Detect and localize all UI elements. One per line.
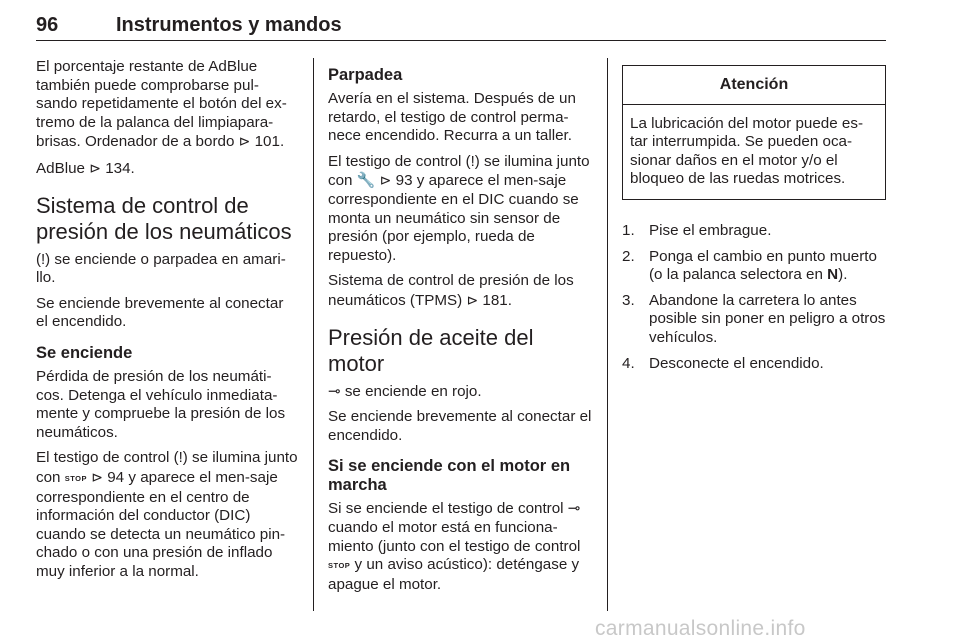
caution-title: Atención	[623, 66, 885, 105]
steps-list	[622, 222, 886, 373]
subsection-heading: Se enciende	[36, 343, 133, 362]
step-text: Desconecte el encendido.	[649, 354, 824, 372]
text: AdBlue	[36, 159, 85, 177]
header-title: Instrumentos y mandos	[116, 14, 342, 36]
arrow-ref-icon: ⊳	[379, 172, 392, 189]
text: cuando el motor está en funciona-miento (junto con el testigo de control	[328, 518, 581, 555]
subsection-heading: Si se enciende con el motor en marcha	[328, 457, 571, 495]
step-number: 4.	[622, 354, 635, 372]
step-number: 1.	[622, 221, 635, 239]
subsection-heading: Parpadea	[328, 66, 403, 84]
text: y un aviso acústico): deténgase y apague el motor.	[328, 556, 580, 593]
text: y aparece el men-saje correspondiente en el centro de información del conductor (DIC) cuando se detecta un neumático pin-chado o con una presión de inflado muy inferior a la normal.	[36, 468, 286, 580]
list-item	[622, 292, 886, 348]
paragraph	[36, 58, 298, 152]
step-text: ).	[838, 266, 848, 284]
page-ref: 181.	[482, 291, 512, 309]
paragraph	[328, 272, 593, 310]
arrow-ref-icon: ⊳	[466, 291, 479, 308]
paragraph	[36, 449, 298, 581]
paragraph: Se enciende brevemente al conectar el encendido.	[36, 294, 284, 331]
text: se ilumina junto con	[328, 152, 590, 190]
paragraph: Pérdida de presión de los neumáti-cos. Detenga el vehículo inmediata-mente y compruebe la presión de los neumáticos.	[36, 367, 286, 441]
oil-can-icon: ⊸	[328, 382, 341, 400]
gear-letter: N	[827, 266, 839, 284]
text: se enciende o parpadea en amari-llo.	[36, 250, 286, 287]
text: y aparece el men-saje correspondiente en el DIC cuando se monta un neumático sin sensor de presión (por ejemplo, rueda de repuesto).	[328, 172, 579, 264]
text: se ilumina junto con	[36, 449, 298, 486]
paragraph: Se enciende brevemente al conectar el encendido.	[328, 408, 592, 444]
page-ref: 93	[395, 172, 413, 190]
section-heading: Presión de aceite del motor	[328, 324, 534, 376]
stop-icon: STOP	[64, 473, 88, 483]
paragraph	[36, 251, 298, 288]
step-number: 3.	[622, 291, 635, 309]
text: Si se enciende el testigo de control	[328, 500, 564, 518]
oil-can-icon: ⊸	[567, 500, 581, 518]
list-item	[622, 222, 886, 241]
column-middle	[328, 58, 593, 601]
text: El porcentaje restante de AdBlue también puede comprobarse pul-sando repetidamente el botón del ex-tremo de la palanca del limpiapara-brisas. Ordenador de a bordo	[36, 58, 287, 151]
step-text: Pise el embrague.	[649, 221, 772, 239]
header-rule	[36, 40, 886, 41]
arrow-ref-icon: ⊳	[238, 133, 251, 150]
tpms-icon: (!)	[173, 449, 188, 467]
page-header	[36, 8, 886, 42]
arrow-ref-icon: ⊳	[89, 159, 101, 176]
text: se enciende en rojo.	[344, 382, 482, 400]
caution-text: La lubricación del motor puede es-tar interrumpida. Se pueden oca-sionar daños en el motor y/o el bloqueo de las ruedas motrices.	[630, 114, 864, 188]
list-item	[622, 355, 886, 374]
step-number: 2.	[622, 247, 635, 265]
paragraph: Avería en el sistema. Después de un retardo, el testigo de control perma-nece encendido. Recurra a un taller.	[328, 90, 576, 145]
step-text: Abandone la carretera lo antes posible sin poner en peligro a otros vehículos.	[649, 291, 886, 346]
section-heading: Sistema de control de presión de los neumáticos	[36, 192, 292, 244]
page-ref: 94	[107, 468, 125, 486]
paragraph	[36, 159, 298, 179]
text: El testigo de control	[328, 152, 462, 170]
caution-box	[622, 65, 886, 200]
page-ref: 134.	[105, 159, 135, 177]
stop-icon: STOP	[328, 561, 351, 571]
column-separator	[313, 58, 314, 611]
service-car-icon: 🔧	[356, 172, 376, 190]
page-ref: 101.	[254, 133, 285, 151]
arrow-ref-icon: ⊳	[91, 468, 103, 485]
paragraph	[328, 500, 593, 594]
text: Sistema de control de presión de los neumáticos (TPMS)	[328, 272, 574, 309]
tpms-icon: (!)	[465, 152, 480, 170]
paragraph	[328, 153, 593, 266]
column-right	[622, 58, 886, 380]
text: El testigo de control	[36, 449, 170, 467]
column-left	[36, 58, 298, 588]
list-item	[622, 248, 886, 285]
paragraph	[328, 383, 593, 402]
column-separator	[607, 58, 608, 611]
page-number: 96	[36, 14, 59, 36]
tpms-icon: (!)	[36, 250, 51, 268]
watermark[interactable]: carmanualsonline.info	[595, 617, 806, 640]
step-text: Ponga el cambio en punto muerto (o la palanca selectora en	[649, 247, 877, 284]
